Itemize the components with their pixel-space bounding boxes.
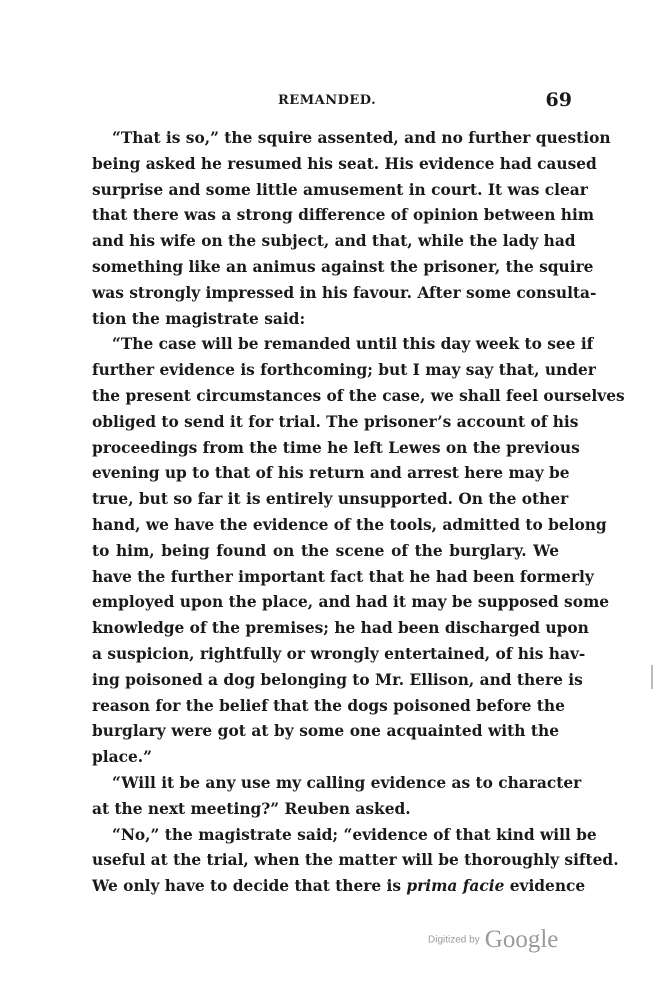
digitized-watermark: [428, 926, 558, 956]
text-line: to him, being found on the scene of the burglary. We: [92, 541, 559, 560]
text-segment: evidence: [509, 877, 586, 896]
text-line: “The case will be remanded until this day week to see if: [112, 335, 594, 354]
text-line: obliged to send it for trial. The prisoner’s account of his: [92, 412, 579, 431]
text-line: being asked he resumed his seat. His evidence had caused: [92, 154, 597, 173]
text-line: proceedings from the time he left Lewes on the previous: [92, 438, 580, 457]
text-line: hand, we have the evidence of the tools, admitted to belong: [92, 515, 607, 534]
text-line: something like an animus against the prisoner, the squire: [92, 257, 594, 276]
text-line: tion the magistrate said:: [92, 309, 306, 328]
watermark-caption: Digitized by: [428, 934, 480, 946]
text-line: evening up to that of his return and arrest here may be: [92, 464, 570, 483]
text-line: further evidence is forthcoming; but I may say that, under: [92, 361, 596, 380]
text-line: “Will it be any use my calling evidence as to character: [112, 773, 582, 792]
text-line: useful at the trial, when the matter will be thoroughly sifted.: [92, 851, 619, 870]
text-line-final: [92, 874, 586, 900]
text-line: that there was a strong difference of opinion between him: [92, 206, 595, 225]
running-head: REMANDED.: [278, 93, 377, 108]
text-line: a suspicion, rightfully or wrongly entertained, of his hav-: [92, 644, 586, 663]
page-number: 69: [545, 89, 572, 111]
text-line: was strongly impressed in his favour. After some consulta-: [92, 283, 597, 302]
text-segment: We only have to decide that there is: [92, 877, 402, 896]
text-line: reason for the belief that the dogs poisoned before the: [92, 696, 565, 715]
text-line: true, but so far it is entirely unsupported. On the other: [92, 490, 569, 509]
text-line: ing poisoned a dog belonging to Mr. Ellison, and there is: [92, 670, 583, 689]
text-line: surprise and some little amusement in court. It was clear: [92, 180, 588, 199]
text-line: “No,” the magistrate said; “evidence of that kind will be: [112, 825, 597, 844]
page-header: [92, 89, 572, 117]
text-line: and his wife on the subject, and that, while the lady had: [92, 232, 576, 251]
body-text: [92, 126, 625, 900]
text-line: employed upon the place, and had it may be supposed some: [92, 593, 610, 612]
text-line: have the further important fact that he had been formerly: [92, 567, 594, 586]
text-line: place.”: [92, 748, 152, 767]
text-line: “That is so,” the squire assented, and no further question: [112, 129, 611, 147]
text-line: knowledge of the premises; he had been discharged upon: [92, 619, 589, 638]
google-logo-text: Google: [484, 926, 559, 953]
text-line: at the next meeting?” Reuben asked.: [92, 799, 411, 818]
scan-edge-mark: [651, 665, 653, 689]
text-line: the present circumstances of the case, we shall feel ourselves: [92, 386, 625, 405]
text-line: burglary were got at by some one acquainted with the: [92, 722, 559, 741]
italic-phrase: prima facie: [406, 877, 505, 896]
